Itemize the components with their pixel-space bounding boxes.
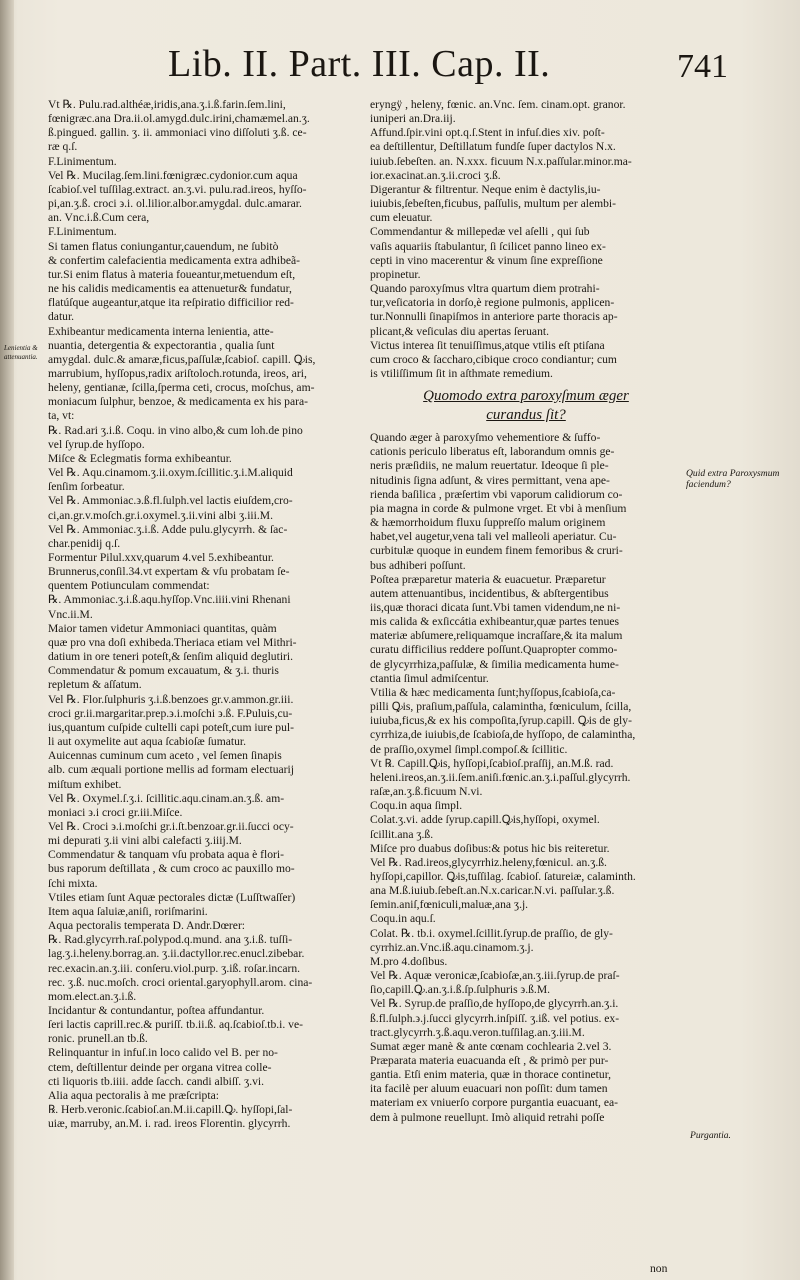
text-line: tur.Nonnulli ſinapiſmos in anteriore parte thoracis ap- [370,310,618,324]
text-line: Alia aqua pectoralis à me præſcripta: [48,1088,219,1102]
text-line: Sumat æger manè & ante cœnam cochlearia 2.vel 3. [370,1039,612,1053]
margin-note-extra-paroxysmum: Quid extra Paroxysmum faciendum? [686,468,780,490]
text-line: & hæmorrhoidum fluxu ſuppreſſo malum originem [370,516,606,530]
text-line: ctem, deſtillentur deinde per organa vitrea colle- [48,1060,272,1074]
text-line: F.Linimentum. [48,225,117,239]
text-line: marrubium, hyſſopus,radix ariſtoloch.rotunda, ireos, ari, [48,366,307,380]
text-line: lag.ʒ.i.heleny.borrag.an. ʒ.ii.dactyllor.rec.enucl.zibebar. [48,947,305,961]
text-line: raſæ,an.ʒ.ß.ficuum N.vi. [370,785,483,799]
text-line: Coqu.in aqua ſimpl. [370,799,463,813]
text-line: flatúſque augeantur,atque ita reſpiratio difficilior red- [48,296,294,310]
text-line: Quando æger à paroxyſmo vehementiore & ſuffo- [370,431,601,445]
text-line: iuiubis,ſebeſten,ficubus, paſſulis, multum per alembi- [370,197,616,211]
text-line: ta, vt: [48,409,75,423]
text-line: mom.elect.an.ʒ.i.ß. [48,989,137,1003]
text-line: Colat.ʒ.vi. adde ſyrup.capill.Ꝙis,hyſſopi, oxymel. [370,813,600,827]
text-line: Vel ℞. Aquæ veronicæ,ſcabioſæ,an.ʒ.iii.ſyrup.de praſ- [370,969,620,983]
text-line: repletum & aſſatum. [48,678,142,692]
text-line: curatu difficilius reddere poſſunt.Quapropter commo- [370,643,618,657]
text-line: Exhibeantur medicamenta interna lenientia, atte- [48,324,274,338]
text-line: ſio,capill.Ꝙ.an.ʒ.i.ß.ſp.ſulphuris ϶.ß.M. [370,983,551,997]
text-line: Digerantur & filtrentur. Neque enim è dactylis,iu- [370,182,601,196]
text-line: ſeri lactis caprill.rec.& puriſſ. tb.ii.ß. aq.ſcabioſ.tb.i. ve- [48,1018,303,1032]
text-line: bus raporum deſtillata , & cum croco ac pauxillo mo- [48,862,295,876]
catchword: non [650,1262,668,1275]
text-line: ius,quantum cuſpide cultelli capi poteſt,cum iure pul- [48,720,294,734]
text-line: Vel ℞. Croci ϶.i.moſchi gr.i.ſt.benzoar.gr.ii.ſucci ocy- [48,819,294,833]
text-line: uiæ, marruby, an.M. i. rad. ireos Florentin. glycyrrh. [48,1117,291,1131]
section-heading-line-1: Quomodo extra paroxyſmum æger [423,388,629,405]
text-line: amygdal. dulc.& amaræ,ficus,paſſulæ,ſcabioſ. capill. Ꝙis, [48,352,316,366]
text-line: rienda baſilica , præſertim vbi vaporum calidiorum co- [370,487,623,501]
text-line: neris præſidiis, ne malum reuertatur. Ideoque ſi ple- [370,459,609,473]
text-line: Aqua pectoralis temperata D. Andr.Dœrer: [48,919,246,933]
text-line: gantia. Etſi enim materia, quæ in thorace continetur, [370,1068,611,1082]
text-line: ℞. Ammoniac.ʒ.i.ß.aqu.hyſſop.Vnc.iiii.vini Rhenani [48,593,291,607]
text-line: de praſſio,oxymel ſimpl.compoſ.& ſcillitic. [370,742,568,756]
text-line: ℞. Rad.ari ʒ.i.ß. Coqu. in vino albo,& cum loh.de pino [48,423,303,437]
text-line: datur. [48,310,75,324]
text-line: ctantia ſimul admiſcentur. [370,671,489,685]
text-line: cyrrhiza,de iuiubis,de ſcabioſa,de hyſſopo, de calamintha, [370,728,636,742]
text-line: Quando paroxyſmus vltra quartum diem protrahi- [370,282,600,296]
text-line: Victus interea ſit tenuiſſimus,atque vtilis eſt ptiſana [370,338,605,352]
text-line: hyſſopi,capillor. Ꝙis,tuſſilag. ſcabioſ. ſatureiæ, calaminth. [370,869,636,883]
text-line: ne his calidis medicamentis ea attenuetur& fundatur, [48,282,292,296]
text-line: Maior tamen videtur Ammoniaci quantitas, quàm [48,621,277,635]
text-line: ana M.ß.iuiub.ſebeſt.an.N.x.caricar.N.vi. paſſular.ʒ.ß. [370,884,615,898]
text-line: Miſce pro duabus doſibus:& potus hic bis reiteretur. [370,841,610,855]
text-line: quæ pro vna doſi exhibeda.Theriaca etiam vel Mithri- [48,635,297,649]
text-line: materiæ abſumere,reliquamque incraſſare,& ita malum [370,629,623,643]
text-line: ior.exacinat.an.ʒ.ii.croci ʒ.ß. [370,168,501,182]
text-line: ℞. Herb.veronic.ſcabioſ.an.M.ii.capill.Ꝙ. hyſſopi,ſal- [48,1103,293,1117]
right-column [370,98,682,1125]
right-column-top-text [370,98,682,381]
section-heading-line-2: curandus ſit? [486,407,566,424]
page-number: 741 [677,48,728,85]
text-line: pi,an.ʒ.ß. croci ϶.i. ol.lilior.albor.amygdal. dulc.amarar. [48,197,302,211]
text-line: propinetur. [370,267,421,281]
text-line: eryngÿ , heleny, fœnic. an.Vnc. ſem. cinam.opt. granor. [370,98,626,111]
text-line: alb. cum æquali portione mellis ad formam electuarij [48,763,294,777]
text-line: moniaci ϶.i croci gr.iii.Miſce. [48,805,183,819]
text-line: ſchi mixta. [48,876,98,890]
text-line: nuantia, detergentia & expectorantia , qualia ſunt [48,338,275,352]
text-line: char.penidij q.ſ. [48,536,121,550]
text-line: ſemin.aniſ,fœniculi,maluæ,ana ʒ.j. [370,898,529,912]
text-line: Colat. ℞. tb.i. oxymel.ſcillit.ſyrup.de praſſio, de gly- [370,926,613,940]
text-line: ea deſtillentur, Deſtillatum fundſe ſuper dactylos N.x. [370,140,616,154]
text-line: croci gr.ii.margaritar.prep.϶.i.moſchi ϶.ß. F.Puluis,cu- [48,706,293,720]
text-line: miſtum exhibet. [48,777,122,791]
text-line: tur,veſicatoria in dorſo,è regione pulmonis, applicen- [370,296,615,310]
binding-gutter [0,0,14,1280]
text-line: quentem Potiunculam commendat: [48,579,210,593]
text-line: cationis periculo liberatus eſt, laborandum omnis ge- [370,445,615,459]
text-line: iis,quæ thoraci dicata ſunt.Vbi tamen videndum,ne ni- [370,601,621,614]
text-line: Vt ℞. Pulu.rad.althéæ,iridis,ana.ʒ.i.ß.farin.ſem.lini, [48,98,286,111]
text-line: ſcabioſ.vel tuſſilag.extract. an.ʒ.vi. pulu.rad.ireos, hyſſo- [48,182,307,196]
text-line: cepti in vino macerentur & vinum ſine expreſſione [370,253,603,267]
running-head: Lib. II. Part. III. Cap. II. [168,43,551,85]
text-line: Vel ℞. Ammoniac.ʒ.i.ß. Adde pulu.glycyrrh. & ſac- [48,522,288,536]
text-line: tract.glycyrrh.ʒ.ß.aqu.veron.tuſſilag.an.ʒ.iii.M. [370,1025,585,1039]
text-line: cum croco & ſaccharo,cibique croco condiantur; cum [370,352,617,366]
text-line: is vtiliſſimum ſit in aſthmate remedium. [370,366,553,380]
text-line: plicant,& veſiculas diu apertas ſeruant. [370,324,549,338]
text-line: Commendantur & millepedæ vel aſelli , qui ſub [370,225,590,239]
text-line: curbitulæ quoque in eundem finem femoribus & cruri- [370,544,623,558]
text-line: bus adhiberi poſſunt. [370,558,466,572]
text-line: ſcillit.ana ʒ.ß. [370,827,434,841]
text-line: F.Linimentum. [48,154,117,168]
text-line: dem à pulmone reuelluɲt. Imò aliquid retrahi poſſe [370,1110,605,1124]
text-line: Vnc.ii.M. [48,607,93,621]
text-line: ita facilè per aluum euacuari non poſſit: dum tamen [370,1082,608,1096]
text-line: rec. ʒ.ß. nuc.moſch. croci oriental.garyophyll.arom. cina- [48,975,313,989]
text-line: Affund.ſpir.vini opt.q.ſ.Stent in infuſ.dies xiv. poſt- [370,126,605,140]
text-line: Brunnerus,conſil.34.vt expertam & vſu probatam ſe- [48,565,290,579]
text-line: autem attenuantibus, incidentibus, & abſtergentibus [370,586,609,600]
page-header [168,42,728,92]
margin-note-purgantia: Purgantia. [690,1130,731,1141]
text-line: an. Vnc.i.ß.Cum cera, [48,211,150,225]
text-line: fœnigræc.ana Dra.ii.ol.amygd.dulc.irini,chamæmel.an.ʒ. [48,112,310,126]
text-line: de glycyrrhiza,paſſulæ, & ſimilia medicamenta hume- [370,657,619,671]
text-line: Præparata materia euacuanda eſt , & primò per pur- [370,1054,609,1067]
text-line: cum eleuatur. [370,211,433,225]
text-line: Commendatur & pomum excauatum, & ʒ.i. thuris [48,664,279,678]
text-line: Vel ℞. Oxymel.ſ.ʒ.i. ſcillitic.aqu.cinam.an.ʒ.ß. am- [48,791,285,805]
text-line: Poſtea præparetur materia & euacuetur. Præparetur [370,572,606,586]
text-line: datium in ore teneri poteſt,& ſenſim aliquid deglutiri. [48,650,294,664]
text-line: Item aqua ſaluiæ,aniſi, roriſmarini. [48,904,208,918]
text-line: Coqu.in aqu.ſ. [370,912,436,926]
text-line: materiam ex vniuerſo corpore purgantia euacuant, ea- [370,1096,618,1110]
text-line: Vtilia & hæc medicamenta ſunt;hyſſopus,ſcabioſa,ca- [370,685,616,699]
text-line: li aut oxymelite aut aqua ſcabioſæ ſumatur. [48,735,247,749]
text-line: Vel ℞. Aqu.cinamom.ʒ.ii.oxym.ſcillitic.ʒ.i.M.aliquid [48,466,293,480]
text-line: Vel ℞. Mucilag.ſem.lini.fœnigræc.cydonior.cum aqua [48,168,298,182]
text-line: Vel ℞. Syrup.de praſſio,de hyſſopo,de glycyrrh.an.ʒ.i. [370,997,619,1011]
text-line: ℞. Rad.glycyrrh.raſ.polypod.q.mund. ana ʒ.i.ß. tuſſi- [48,933,293,947]
text-line: Auicennas cuminum cum aceto , vel ſemen ſinapis [48,749,282,763]
text-line: Incidantur & contundantur, poſtea affundantur. [48,1004,265,1017]
text-line: cti liquoris tb.iiii. adde ſacch. candi albiſſ. ʒ.vi. [48,1074,265,1088]
text-line: tur.Si enim flatus à materia foueantur,metuendum eſt, [48,267,296,281]
text-line: Vt ℞. Capill.Ꝙis, hyſſopi,ſcabioſ.praſſij, an.M.ß. rad. [370,756,614,770]
text-line: iuniperi an.Dra.iij. [370,112,456,126]
text-line: ræ q.ſ. [48,140,78,154]
text-line: M.pro 4.doſibus. [370,954,448,968]
text-line: Commendatur & tanquam vſu probata aqua è flori- [48,848,284,862]
text-line: moniacum ſulphur, benzoe, & medicamenta ex his para- [48,395,308,409]
text-line: vaſis aquariis ſtabulantur, ſi ſcilicet panno lineo ex- [370,239,606,253]
margin-note-lenientia: Lenientia & attenuantia. [4,344,38,361]
text-line: Relinquantur in infuſ.in loco calido vel B. per no- [48,1046,278,1060]
text-line: rec.exacin.an.ʒ.iii. conſeru.viol.purp. ʒ.iß. roſar.incarn. [48,961,301,975]
text-line: vel ſyrup.de hyſſopo. [48,437,145,451]
text-line: mi depurati ʒ.ii vini albi calefacti ʒ.iiij.M. [48,834,242,848]
text-line: nitudinis ſigna adſunt, & vires permittant, vena ape- [370,473,610,487]
section-heading [370,387,682,425]
text-line: Miſce & Eclegmatis forma exhibeantur. [48,451,232,465]
text-line: ronic. prunell.an tb.ß. [48,1032,148,1046]
text-line: heleny, gentianæ, ſcilla,ſperma ceti, crocus, moſchus, am- [48,381,315,395]
text-line: Formentur Pilul.xxv,quarum 4.vel 5.exhibeantur. [48,551,274,564]
right-column-bottom-text [370,431,682,1125]
text-line: & confertim calefacientia medicamenta extra adhibeã- [48,253,301,267]
text-line: Vtiles etiam ſunt Aquæ pectorales dictæ (Luſſtwaſſer) [48,890,296,904]
text-line: Vel ℞. Rad.ireos,glycyrrhiz.heleny,fœnicul. an.ʒ.ß. [370,855,607,869]
text-line: mis calida & exſiccátia exhibeantur,quæ partes tenues [370,615,620,629]
text-line: Si tamen flatus coniungantur,cauendum, ne ſubitò [48,239,279,253]
text-line: pia magna in corde & pulmone vrget. Et vbi à menſium [370,501,627,515]
text-line: ſenſim ſorbeatur. [48,480,125,494]
text-line: ß.pingued. gallin. ʒ. ii. ammoniaci vino diſſoluti ʒ.ß. ce- [48,126,307,140]
text-line: ß.fl.ſulph.϶.j.ſucci glycyrrh.inſpiſſ. ʒ.iß. vel potius. ex- [370,1011,620,1025]
text-line: ci,an.gr.v.moſch.gr.i.oxymel.ʒ.ii.vini albi ʒ.iii.M. [48,508,273,522]
text-line: cyrrhiz.an.Vnc.iß.aqu.cinamom.ʒ.j. [370,940,534,954]
text-line: iuiub.ſebeſten. an. N.xxx. ficuum N.x.paſſular.minor.ma- [370,154,632,168]
text-line: iuiuba,ficus,& ex his compoſita,ſyrup.capill. Ꝙis de gly- [370,714,632,728]
text-line: habet,vel augetur,vena tali vel malleoli aperiatur. Cu- [370,530,617,544]
text-line: heleni.ireos,an.ʒ.ii.ſem.aniſi.fœnic.an.ʒ.i.paſſul.glycyrrh. [370,770,631,784]
text-line: pilli Ꝙis, praſium,paſſula, calamintha, fœniculum, ſcilla, [370,700,632,714]
text-line: Vel ℞. Flor.ſulphuris ʒ.i.ß.benzoes gr.v.ammon.gr.iii. [48,692,294,706]
left-column [48,98,360,1131]
text-line: Vel ℞. Ammoniac.϶.ß.fl.ſulph.vel lactis eiuſdem,cro- [48,494,293,508]
